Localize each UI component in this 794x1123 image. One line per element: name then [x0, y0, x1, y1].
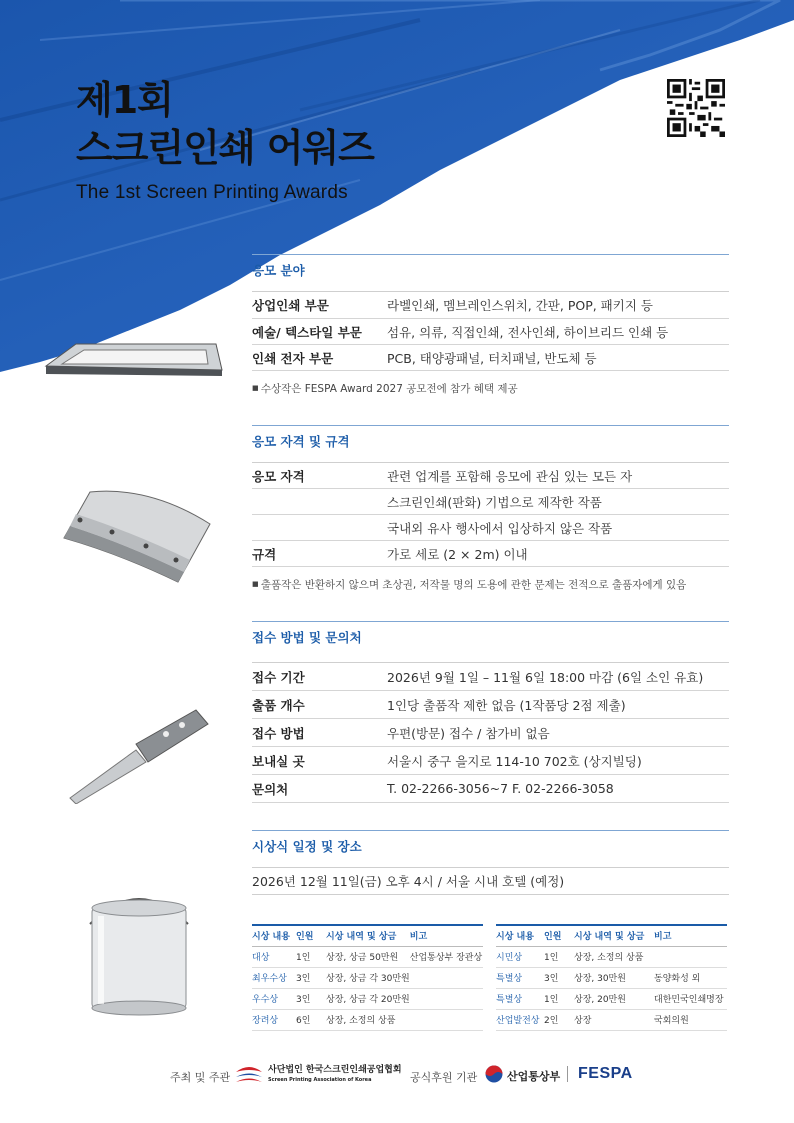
section-title-fields: 응모 분야: [252, 254, 729, 292]
award-prize: 상장, 30만원: [574, 967, 654, 988]
host-name-en: Screen Printing Association of Korea: [268, 1077, 372, 1083]
table-row: [252, 988, 483, 1009]
row-value: 1인당 출품작 제한 없음 (1작품당 2점 제출): [387, 697, 626, 713]
table-row: [252, 463, 729, 489]
table-row: [496, 967, 727, 988]
award-note: [654, 946, 727, 967]
host-name: 사단법인 한국스크린인쇄공업협회: [268, 1065, 402, 1075]
row-value: 국내외 유사 행사에서 입상하지 않은 작품: [387, 520, 613, 536]
award-note: [410, 988, 483, 1009]
table-header-row: [496, 925, 727, 946]
row-value: PCB, 태양광패널, 터치패널, 반도체 등: [387, 350, 597, 366]
col-header: 시상 내용: [252, 925, 296, 946]
table-row: [252, 489, 729, 515]
award-name: 장려상: [252, 1009, 296, 1030]
row-key: 규격: [252, 546, 277, 562]
section-title-eligibility: 응모 자격 및 규격: [252, 425, 729, 463]
award-prize: 상장, 20만원: [574, 988, 654, 1009]
col-header: 시상 내역 및 상금: [574, 925, 654, 946]
row-key: 인쇄 전자 부문: [252, 350, 334, 366]
table-header-row: [252, 925, 483, 946]
award-note: 산업통상부 장관상: [410, 946, 483, 967]
table-row: [252, 967, 483, 988]
table-row: [496, 988, 727, 1009]
award-prize: 상장: [574, 1009, 654, 1030]
row-value: 섬유, 의류, 직접인쇄, 전사인쇄, 하이브리드 인쇄 등: [387, 324, 669, 340]
section-title-submission: 접수 방법 및 문의처: [252, 621, 729, 663]
eligibility-note: ■ 출품작은 반환하지 않으며 초상권, 저작물 명의 도용에 관한 문제는 전적으로 출품자에게 있음: [252, 577, 729, 592]
title-block: [76, 76, 374, 204]
table-row: [496, 946, 727, 967]
row-key: 보내실 곳: [252, 753, 305, 769]
award-name: 특별상: [496, 988, 544, 1009]
table-row: [252, 515, 729, 541]
table-row: [252, 691, 729, 719]
sponsor1-name: 산업통상부: [507, 1070, 561, 1083]
award-name: 특별상: [496, 967, 544, 988]
section-fields: [252, 254, 729, 396]
col-header: 비고: [410, 925, 483, 946]
row-value: 서울시 중구 을지로 114-10 702호 (상지빌딩): [387, 753, 642, 769]
spatula-image: [66, 704, 212, 804]
award-count: 3인: [296, 988, 326, 1009]
award-table-left: [252, 924, 483, 1031]
award-prize: 상장, 소정의 상품: [574, 946, 654, 967]
award-name: 산업발전상: [496, 1009, 544, 1030]
section-eligibility: [252, 425, 729, 592]
qr-code[interactable]: [664, 76, 728, 140]
table-row: [252, 946, 483, 967]
screen-frame-image: [40, 336, 226, 382]
col-header: 인원: [296, 925, 326, 946]
award-note: 국회의원: [654, 1009, 727, 1030]
row-key: 상업인쇄 부문: [252, 298, 329, 313]
award-note: [410, 1009, 483, 1030]
table-row: [252, 747, 729, 775]
row-value: 관련 업계를 포함해 응모에 관심 있는 모든 자: [387, 468, 633, 484]
ceremony-info: 2026년 12월 11일(금) 오후 4시 / 서울 시내 호텔 (예정): [252, 868, 729, 895]
table-row: [252, 319, 729, 345]
host-label: 주최 및 주관: [170, 1071, 231, 1084]
award-count: 1인: [544, 988, 574, 1009]
award-note: 동양화성 외: [654, 967, 727, 988]
table-row: [252, 541, 729, 567]
award-prize: 상장, 소정의 상품: [326, 1009, 410, 1030]
fespa-logo: FESPA: [578, 1065, 633, 1082]
col-header: 시상 내용: [496, 925, 544, 946]
award-prize: 상장, 상금 각 30만원: [326, 967, 410, 988]
government-emblem-icon: [485, 1065, 503, 1083]
table-row: [252, 345, 729, 371]
subtitle: The 1st Screen Printing Awards: [76, 182, 348, 203]
row-value: 스크린인쇄(판화) 기법으로 제작한 작품: [387, 494, 602, 510]
award-name: 최우수상: [252, 967, 296, 988]
award-count: 3인: [544, 967, 574, 988]
award-note: [410, 967, 483, 988]
award-table-right: [496, 924, 727, 1031]
award-count: 1인: [296, 946, 326, 967]
footer-divider: [567, 1066, 568, 1082]
award-name: 시민상: [496, 946, 544, 967]
table-row: [252, 775, 729, 803]
row-key: 접수 방법: [252, 725, 305, 741]
table-row: [252, 719, 729, 747]
award-count: 3인: [296, 967, 326, 988]
section-ceremony: [252, 830, 729, 895]
table-row: [252, 292, 729, 319]
row-key: 응모 자격: [252, 468, 305, 484]
award-name: 우수상: [252, 988, 296, 1009]
ink-can-image: [84, 894, 194, 1016]
squeegee-image: [60, 484, 220, 584]
table-row: [252, 1009, 483, 1030]
title-line-1: 제1회: [76, 78, 173, 122]
col-header: 비고: [654, 925, 727, 946]
award-count: 1인: [544, 946, 574, 967]
table-row: [496, 1009, 727, 1030]
association-logo-icon: [234, 1064, 264, 1086]
row-key: 예술/ 텍스타일 부문: [252, 324, 362, 340]
award-count: 2인: [544, 1009, 574, 1030]
row-value: 라벨인쇄, 멤브레인스위치, 간판, POP, 패키지 등: [387, 298, 653, 313]
table-row: [252, 663, 729, 691]
row-value: T. 02-2266-3056~7 F. 02-2266-3058: [387, 781, 614, 796]
col-header: 시상 내역 및 상금: [326, 925, 410, 946]
row-key: 문의처: [252, 781, 289, 797]
sponsor-label: 공식후원 기관: [410, 1071, 478, 1084]
row-key: 접수 기간: [252, 669, 305, 685]
row-value: 가로 세로 (2 × 2m) 이내: [387, 546, 528, 562]
col-header: 인원: [544, 925, 574, 946]
section-title-ceremony: 시상식 일정 및 장소: [252, 830, 729, 868]
section-submission: [252, 621, 729, 803]
row-value: 우편(방문) 접수 / 참가비 없음: [387, 725, 550, 741]
award-prize: 상장, 상금 50만원: [326, 946, 410, 967]
award-prize: 상장, 상금 각 20만원: [326, 988, 410, 1009]
row-key: 출품 개수: [252, 697, 305, 713]
award-name: 대상: [252, 946, 296, 967]
award-note: 대한민국인쇄명장: [654, 988, 727, 1009]
row-value: 2026년 9월 1일 – 11월 6일 18:00 마감 (6일 소인 유효): [387, 669, 704, 685]
fields-note: ■ 수상작은 FESPA Award 2027 공모전에 참가 혜택 제공: [252, 381, 729, 396]
award-count: 6인: [296, 1009, 326, 1030]
title-line-2: 스크린인쇄 어워즈: [76, 126, 374, 170]
